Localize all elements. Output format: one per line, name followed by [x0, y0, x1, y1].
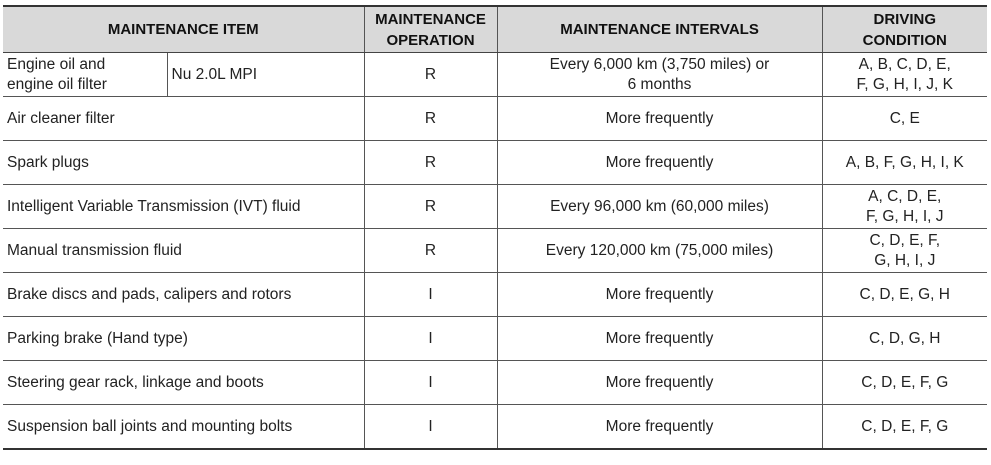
item-cell: Parking brake (Hand type): [3, 317, 364, 361]
table-row: [3, 273, 987, 317]
header-row: [3, 6, 987, 53]
condition-cell: C, D, G, H: [822, 317, 987, 361]
table-row: [3, 229, 987, 273]
header-operation-line2: OPERATION: [386, 31, 475, 49]
table-row: [3, 317, 987, 361]
item-cell: Steering gear rack, linkage and boots: [3, 361, 364, 405]
operation-cell: R: [364, 53, 497, 97]
interval-cell: More frequently: [497, 273, 822, 317]
condition-cell: C, D, E, F, G: [822, 361, 987, 405]
item-cell: Manual transmission fluid: [3, 229, 364, 273]
item-cell: [3, 53, 167, 97]
condition-cell: C, D, E, F, G: [822, 405, 987, 450]
operation-cell: R: [364, 97, 497, 141]
operation-cell: R: [364, 229, 497, 273]
header-maintenance-item: MAINTENANCE ITEM: [3, 6, 364, 53]
condition-line1: C, D, E, F,: [869, 231, 941, 249]
header-driving-condition: [822, 6, 987, 53]
interval-cell: More frequently: [497, 317, 822, 361]
operation-cell: R: [364, 185, 497, 229]
operation-cell: I: [364, 273, 497, 317]
condition-line2: F, G, H, I, J: [866, 207, 944, 225]
interval-cell: More frequently: [497, 97, 822, 141]
item-line1: Engine oil and: [7, 55, 106, 73]
table-row: [3, 361, 987, 405]
header-maintenance-operation: [364, 6, 497, 53]
interval-cell: More frequently: [497, 405, 822, 450]
operation-cell: I: [364, 361, 497, 405]
table-row: [3, 53, 987, 97]
engine-type-cell: Nu 2.0L MPI: [167, 53, 364, 97]
table-row: [3, 185, 987, 229]
table-row: [3, 97, 987, 141]
condition-line1: A, C, D, E,: [868, 187, 942, 205]
interval-cell: Every 120,000 km (75,000 miles): [497, 229, 822, 273]
condition-cell: A, B, F, G, H, I, K: [822, 141, 987, 185]
header-condition-line2: CONDITION: [862, 31, 947, 49]
condition-line2: F, G, H, I, J, K: [856, 75, 953, 93]
interval-cell: More frequently: [497, 361, 822, 405]
interval-cell: More frequently: [497, 141, 822, 185]
operation-cell: I: [364, 317, 497, 361]
maintenance-table: [3, 5, 987, 450]
item-cell: Intelligent Variable Transmission (IVT) fluid: [3, 185, 364, 229]
interval-line2: 6 months: [627, 75, 692, 93]
operation-cell: I: [364, 405, 497, 450]
operation-cell: R: [364, 141, 497, 185]
table-row: [3, 405, 987, 450]
item-cell: Spark plugs: [3, 141, 364, 185]
condition-cell: [822, 185, 987, 229]
condition-line1: A, B, C, D, E,: [858, 55, 951, 73]
item-cell: Brake discs and pads, calipers and rotors: [3, 273, 364, 317]
condition-cell: C, E: [822, 97, 987, 141]
item-line2: engine oil filter: [7, 75, 107, 93]
condition-line2: G, H, I, J: [874, 251, 936, 269]
item-cell: Suspension ball joints and mounting bolts: [3, 405, 364, 450]
table-row: [3, 141, 987, 185]
condition-cell: C, D, E, G, H: [822, 273, 987, 317]
header-operation-line1: MAINTENANCE: [375, 10, 486, 28]
header-maintenance-intervals: MAINTENANCE INTERVALS: [497, 6, 822, 53]
interval-cell: [497, 53, 822, 97]
interval-cell: Every 96,000 km (60,000 miles): [497, 185, 822, 229]
item-cell: Air cleaner filter: [3, 97, 364, 141]
interval-line1: Every 6,000 km (3,750 miles) or: [549, 55, 770, 73]
header-condition-line1: DRIVING: [873, 10, 937, 28]
condition-cell: [822, 53, 987, 97]
condition-cell: [822, 229, 987, 273]
